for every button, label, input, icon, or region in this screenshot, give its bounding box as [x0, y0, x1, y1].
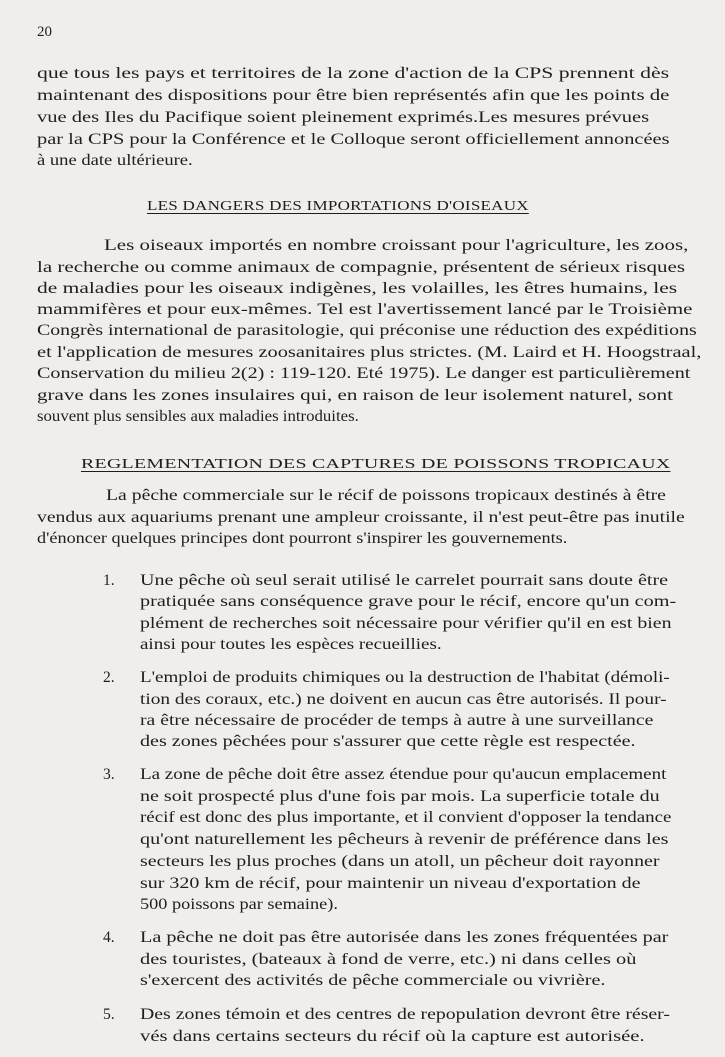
list-item-line: tion des coraux, etc.) ne doivent en aucun cas être autorisés. Il pour- — [140, 691, 667, 708]
list-item-line: sur 320 km de récif, pour maintenir un niveau d'exportation de — [140, 875, 641, 892]
intro-line: maintenant des dispositions pour être bien représentés afin que les points de — [37, 87, 670, 104]
list-item-number: 5. — [103, 1006, 115, 1023]
list-item-line: des touristes, (bateaux à fond de verre, etc.) ni dans celles où — [140, 951, 637, 968]
list-item-line: ne soit prospecté plus d'une fois par mois. La superficie totale du — [140, 788, 660, 805]
section-title: LES DANGERS DES IMPORTATIONS D'OISEAUX — [147, 199, 529, 214]
list-item-line: secteurs les plus proches (dans un atoll, un pêcheur doit rayonner — [140, 853, 660, 870]
list-item-line: récif est donc des plus importante, et il convient d'opposer la tendance — [140, 809, 672, 826]
list-item-line: Une pêche où seul serait utilisé le carrelet pourrait sans doute être — [140, 572, 669, 589]
list-item-line: pratiquée sans conséquence grave pour le récif, encore qu'un com- — [140, 593, 677, 610]
page-number: 20 — [37, 24, 52, 40]
paragraph-line: de maladies pour les oiseaux indigènes, les volailles, les êtres humains, les — [37, 280, 678, 297]
list-item-line: des zones pêchées pour s'assurer que cette règle est respectée. — [140, 733, 636, 750]
section-title: REGLEMENTATION DES CAPTURES DE POISSONS TROPICAUX — [81, 457, 671, 472]
list-item-line: La pêche ne doit pas être autorisée dans les zones fréquentées par — [140, 929, 669, 946]
intro-line: à une date ultérieure. — [37, 152, 193, 169]
paragraph-line: vendus aux aquariums prenant une ampleur croissante, il n'est peut-être pas inutile — [37, 509, 685, 526]
intro-line: que tous les pays et territoires de la zone d'action de la CPS prennent dès — [37, 65, 670, 82]
list-item-line: ainsi pour toutes les espèces recueillies. — [140, 636, 442, 653]
list-item-line: s'exercent des activités de pêche commerciale ou vivrière. — [140, 972, 606, 989]
paragraph-line: Les oiseaux importés en nombre croissant pour l'agriculture, les zoos, — [104, 237, 689, 254]
paragraph-line: mammifères et pour eux-mêmes. Tel est l'avertissement lancé par le Troisième — [37, 301, 693, 318]
paragraph-line: d'énoncer quelques principes dont pourront s'inspirer les gouvernements. — [37, 530, 568, 547]
paragraph-line: la recherche ou comme animaux de compagnie, présentent de sérieux risques — [37, 259, 686, 276]
list-item-number: 3. — [103, 766, 115, 783]
intro-line: par la CPS pour la Conférence et le Colloque seront officiellement annoncées — [37, 131, 670, 148]
paragraph-line: La pêche commerciale sur le récif de poissons tropicaux destinés à être — [106, 487, 666, 504]
list-item-line: Des zones témoin et des centres de repopulation devront être réser- — [140, 1006, 670, 1023]
list-item-number: 1. — [103, 572, 115, 589]
list-item-number: 2. — [103, 669, 115, 686]
paragraph-line: Conservation du milieu 2(2) : 119-120. Eté 1975). Le danger est particulièrement — [37, 365, 691, 382]
list-item-line: ra être nécessaire de procéder de temps à autre à une surveillance — [140, 712, 654, 729]
paragraph-line: Congrès international de parasitologie, qui préconise une réduction des expéditions — [37, 322, 697, 339]
paragraph-line: et l'application de mesures zoosanitaires plus strictes. (M. Laird et H. Hoogstraal, — [37, 344, 702, 361]
paragraph-line: grave dans les zones insulaires qui, en raison de leur isolement naturel, sont — [37, 387, 674, 404]
intro-line: vue des Iles du Pacifique soient pleinement exprimés.Les mesures prévues — [37, 109, 650, 126]
list-item-line: plément de recherches soit nécessaire pour vérifier qu'il en est bien — [140, 615, 672, 632]
list-item-line: L'emploi de produits chimiques ou la destruction de l'habitat (démoli- — [140, 669, 670, 686]
paragraph-line: souvent plus sensibles aux maladies introduites. — [37, 408, 359, 425]
list-item-number: 4. — [103, 929, 115, 946]
list-item-line: La zone de pêche doit être assez étendue pour qu'aucun emplacement — [140, 766, 667, 783]
list-item-line: qu'ont naturellement les pêcheurs à revenir de préférence dans les — [140, 831, 669, 848]
list-item-line: vés dans certains secteurs du récif où la capture est autorisée. — [140, 1028, 645, 1045]
list-item-line: 500 poissons par semaine). — [140, 896, 338, 913]
